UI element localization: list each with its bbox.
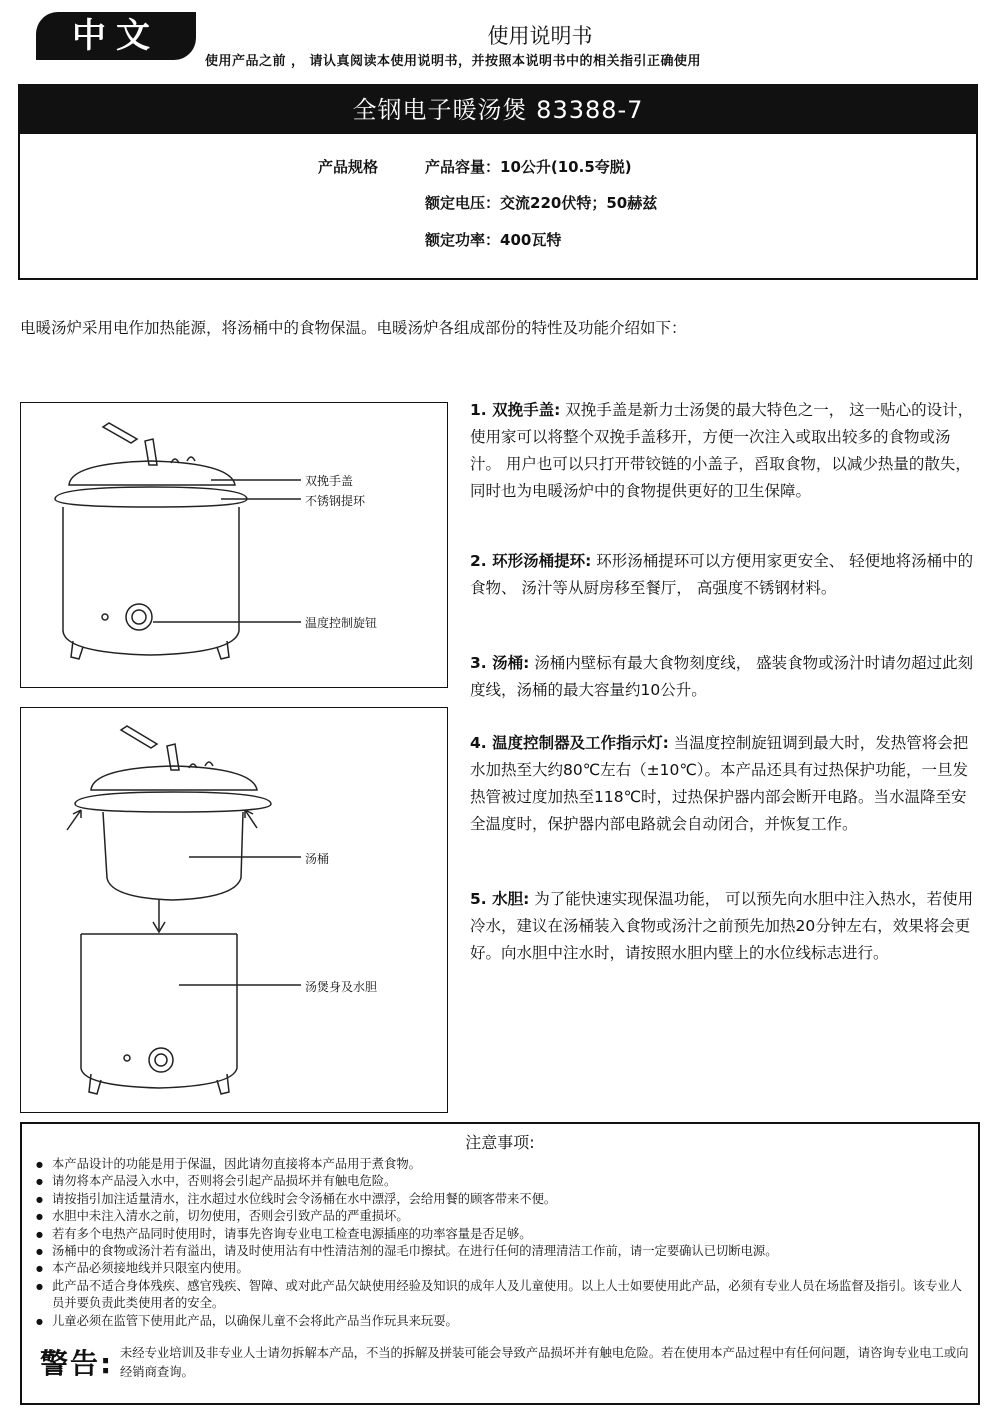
figure-label-knob: 温度控制旋钮 (305, 616, 378, 630)
feature-ring (470, 548, 980, 602)
intro-line: 使用产品之前 ， 请认真阅读本使用说明书，并按照本说明书中的相关指引正确使用 (205, 54, 702, 69)
figure-label-lid: 双挽手盖 (305, 474, 354, 488)
feature-thermostat (470, 730, 980, 838)
spec-row (425, 156, 632, 177)
soup-kettle-illustration (21, 403, 446, 686)
notice-item: ● 本产品设计的功能是用于保温，因此请勿直接将本产品用于煮食物。 (36, 1156, 966, 1173)
feature-title: 4. 温度控制器及工作指示灯: (470, 734, 669, 752)
spec-label: 产品容量： (425, 158, 501, 176)
language-tab-label: 中文 (72, 16, 160, 56)
notice-item: ● 请按指引加注适量清水，注水超过水位线时会令汤桶在水中漂浮，会给用餐的顾客带来不便。 (36, 1191, 966, 1208)
soup-kettle-exploded-illustration (21, 708, 446, 1111)
product-title-bar (20, 86, 976, 134)
feature-text: 环形汤桶提环可以方便用家更安全、 轻便地将汤桶中的食物、 汤汁等从厨房移至餐厅， 高强度不锈钢材料。 (470, 552, 974, 597)
spec-value: 10公升(10.5夸脱) (500, 158, 632, 176)
feature-lid (470, 397, 980, 505)
warning-text: 未经专业培训及非专业人士请勿拆解本产品，不当的拆解及拼装可能会导致产品损坏并有触电危险。若在使用本产品过程中有任何问题，请咨询专业电工或向经销商查询。 (120, 1346, 969, 1379)
notice-item: ● 请勿将本产品浸入水中，否则将会引起产品损坏并有触电危险。 (36, 1173, 966, 1190)
feature-title: 2. 环形汤桶提环: (470, 552, 592, 570)
feature-text: 为了能快速实现保温功能， 可以预先向水胆中注入热水，若使用冷水，建议在汤桶装入食物或汤汁之前预先加热20分钟左右，效果将会更好。向水胆中注水时，请按照水胆内壁上的水位线标志进行。 (470, 890, 974, 962)
feature-title: 5. 水胆: (470, 890, 530, 908)
spec-row (425, 192, 657, 213)
figure-label-pot: 汤桶 (305, 852, 330, 866)
feature-text: 双挽手盖是新力士汤煲的最大特色之一， 这一贴心的设计，使用家可以将整个双挽手盖移开，方便一次注入或取出较多的食物或汤汁。 用户也可以只打开带铰链的小盖子，舀取食物，以减少热量的散失，同时也为电暖汤炉中的食物提供更好的卫生保障。 (470, 401, 974, 500)
product-title: 全钢电子暖汤煲 83388-7 (352, 96, 644, 124)
spec-label: 额定电压： (425, 194, 501, 212)
feature-title: 3. 汤桶: (470, 654, 530, 672)
notice-item: ● 若有多个电热产品同时使用时，请事先咨询专业电工检查电源插座的功率容量是否足够。 (36, 1226, 966, 1243)
notice-list (36, 1156, 966, 1330)
spec-value: 交流220伏特；50赫兹 (500, 194, 658, 212)
figure-exploded (20, 707, 448, 1113)
figure-label-body: 汤煲身及水胆 (305, 980, 378, 994)
warning-title: 警告: (40, 1347, 114, 1380)
spec-label: 额定功率： (425, 231, 501, 249)
figure-label-ring: 不锈钢提环 (305, 494, 366, 508)
notice-item: ● 水胆中未注入清水之前，切勿使用，否则会引致产品的严重损坏。 (36, 1208, 966, 1225)
spec-row (425, 229, 561, 250)
description: 电暖汤炉采用电作加热能源，将汤桶中的食物保温。电暖汤炉各组成部份的特性及功能介绍如下： (20, 319, 687, 337)
feature-text: 汤桶内壁标有最大食物刻度线， 盛装食物或汤汁时请勿超过此刻度线，汤桶的最大容量约10公升。 (470, 654, 974, 699)
language-tab (36, 12, 196, 60)
notice-item: ● 汤桶中的食物或汤汁若有溢出，请及时使用沾有中性清洁剂的湿毛巾擦拭。在进行任何的清理清洁工作前，请一定要确认已切断电源。 (36, 1243, 966, 1260)
notice-title: 注意事项: (465, 1133, 535, 1152)
feature-text: 当温度控制旋钮调到最大时，发热管将会把水加热至大约80℃左右（±10℃）。本产品还具有过热保护功能，一旦发热管被过度加热至118℃时，过热保护器内部会断开电路。当水温降至安全温度时，保护器内部电路就会自动闭合，并恢复工作。 (470, 734, 969, 833)
feature-pot (470, 650, 980, 704)
spec-heading: 产品规格 (318, 158, 379, 176)
notice-item: ● 本产品必须接地线并只限室内使用。 (36, 1260, 966, 1277)
spec-value: 400瓦特 (500, 231, 562, 249)
feature-title: 1. 双挽手盖: (470, 401, 561, 419)
notice-item: ● 儿童必须在监管下使用此产品，以确保儿童不会将此产品当作玩具来玩耍。 (36, 1313, 966, 1330)
notice-item: ● 此产品不适合身体残疾、感官残疾、智障、或对此产品欠缺使用经验及知识的成年人及儿童使用。以上人士如要使用此产品，必须有专业人员在场监督及指引。该专业人员并要负责此类使用者的安全。 (36, 1278, 966, 1313)
manual-title: 使用说明书 (487, 24, 593, 48)
figure-assembled (20, 402, 448, 688)
feature-water-tank (470, 886, 980, 967)
